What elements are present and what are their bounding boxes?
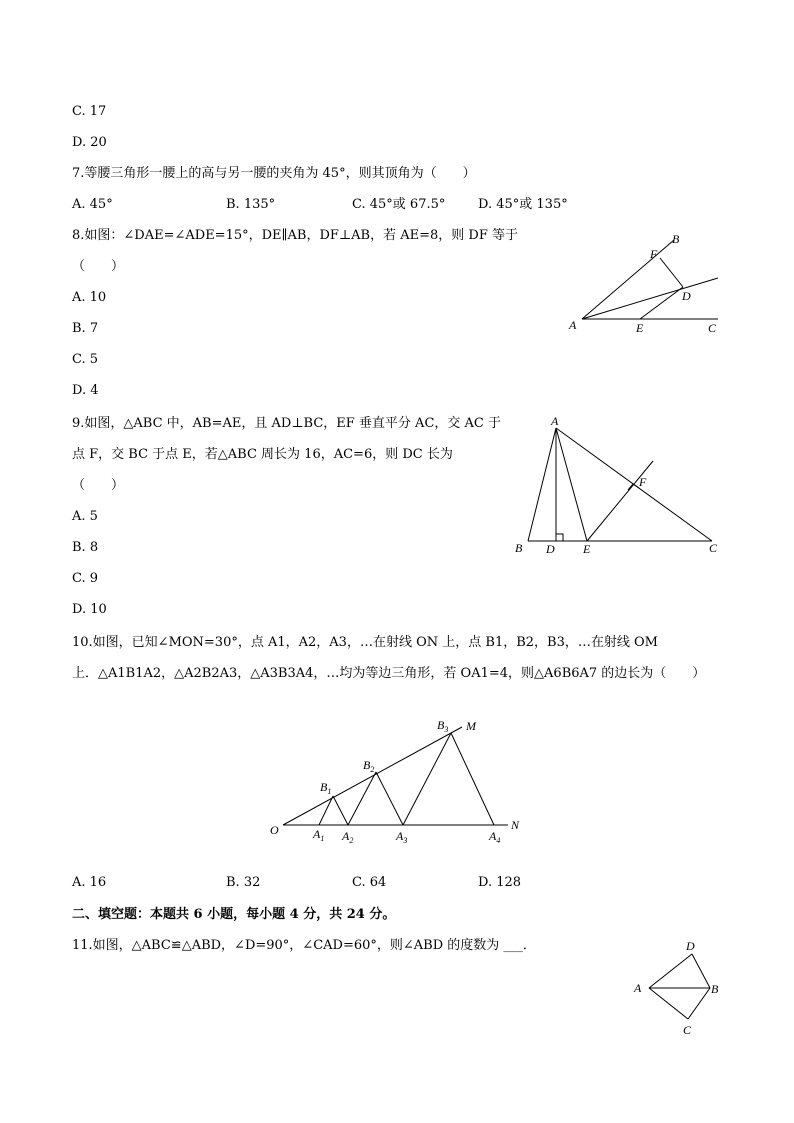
fig8-label-d: D (682, 289, 691, 303)
q8-option-a: A. 10 (72, 290, 107, 305)
fig8-label-a: A (569, 318, 577, 332)
fig9-label-a: A (551, 414, 559, 428)
fig11-label-b: B (711, 982, 719, 996)
fig9-label-f: F (639, 475, 647, 489)
fig8-label-c: C (708, 321, 717, 335)
q9-stem-line2: 点 F，交 BC 于点 E，若△ABC 周长为 16，AC=6，则 DC 长为 (72, 447, 453, 462)
q6-option-d: D. 20 (72, 135, 107, 150)
fig10-label-o: O (270, 823, 279, 837)
q7-option-b: B. 135° (226, 197, 276, 212)
q11-stem: 11.如图，△ABC≌△ABD，∠D=90°，∠CAD=60°，则∠ABD 的度数为 ___． (72, 938, 536, 953)
fig10-label-b1: $B_1$ (320, 780, 332, 796)
q7-option-c: C. 45°或 67.5° (352, 197, 446, 212)
fig8-label-f: F (650, 247, 658, 261)
fig11-label-d: D (686, 939, 695, 953)
fig9-label-c: C (709, 541, 718, 555)
q9-stem-line3: （ ） (72, 478, 125, 493)
q9-option-d: D. 10 (72, 602, 107, 617)
q10-option-a: A. 16 (72, 875, 107, 890)
q10-option-c: C. 64 (352, 875, 387, 890)
fig10-label-a1: $A_1$ (313, 827, 325, 843)
fig10-label-m: M (466, 719, 476, 733)
q8-option-c: C. 5 (72, 352, 99, 367)
q6-option-c: C. 17 (72, 104, 107, 119)
fig10-label-a2: $A_2$ (342, 829, 354, 845)
q8-option-b: B. 7 (72, 321, 99, 336)
q7-stem: 7.等腰三角形一腰上的高与另一腰的夹角为 45°，则其顶角为（ ） (72, 166, 476, 181)
q7-option-d: D. 45°或 135° (478, 197, 568, 212)
q9-option-a: A. 5 (72, 509, 98, 524)
fig9-label-e: E (583, 542, 591, 556)
q8-stem-line1: 8.如图：∠DAE=∠ADE=15°，DE∥AB，DF⊥AB，若 AE=8，则 DF 等于 (72, 228, 518, 243)
fig9-label-b: B (515, 541, 523, 555)
q10-stem-line1: 10.如图，已知∠MON=30°，点 A1，A2，A3，…在射线 ON 上，点 B1，B2，B3，…在射线 OM (72, 635, 658, 650)
q8-option-d: D. 4 (72, 383, 99, 398)
q7-option-a: A. 45° (72, 197, 113, 212)
q8-stem-line2: （ ） (72, 259, 125, 274)
q9-option-b: B. 8 (72, 540, 99, 555)
q10-stem-line2: 上．△A1B1A2，△A2B2A3，△A3B3A4，…均为等边三角形，若 OA1=4，则△A6B6A7 的边长为（ ） (72, 666, 706, 681)
fig10-label-a3: $A_3$ (396, 829, 408, 845)
fig8-label-b: B (672, 232, 680, 246)
fig9-label-d: D (546, 542, 555, 556)
q9-stem-line1: 9.如图，△ABC 中，AB=AE，且 AD⊥BC，EF 垂直平分 AC，交 AC 于 (72, 416, 501, 431)
section-heading-fill-in: 二、填空题：本题共 6 小题，每小题 4 分，共 24 分。 (72, 907, 396, 922)
fig10-label-a4: $A_4$ (489, 829, 501, 845)
q10-option-b: B. 32 (226, 875, 261, 890)
fig10-label-b3: $B_3$ (437, 718, 449, 734)
fig11-label-a: A (634, 981, 642, 995)
q10-option-d: D. 128 (478, 875, 522, 890)
fig10-label-b2: $B_2$ (363, 758, 375, 774)
q9-option-c: C. 9 (72, 571, 99, 586)
fig11-label-c: C (683, 1023, 692, 1037)
fig10-label-n: N (511, 818, 520, 832)
fig8-label-e: E (636, 321, 644, 335)
